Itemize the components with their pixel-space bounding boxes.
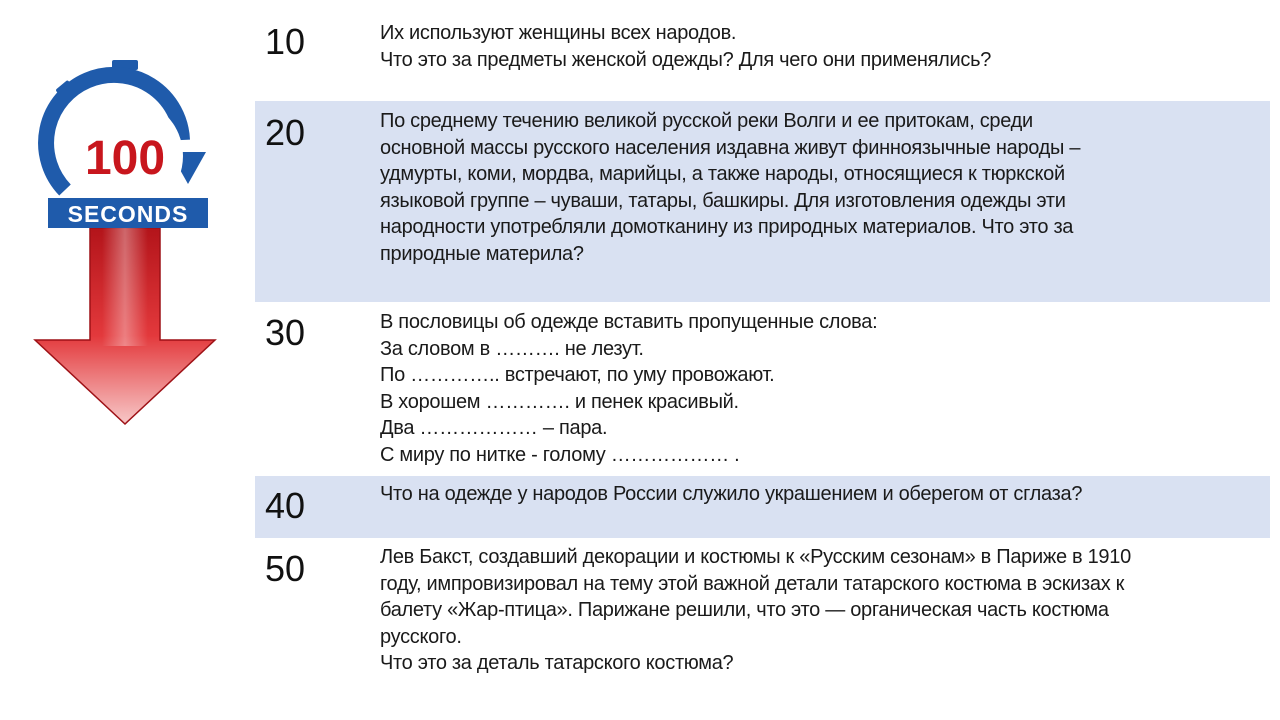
question-line: Что это за предметы женской одежды? Для чего они применялись? — [380, 48, 992, 71]
question-line: Их используют женщины всех народов. — [380, 22, 737, 44]
question-line: году, импровизировал на тему этой важной детали татарского костюма в эскизах к — [380, 572, 1125, 595]
down-arrow-icon — [35, 228, 215, 424]
question-row-40 — [255, 476, 1270, 538]
points-value: 50 — [265, 548, 306, 589]
question-text — [380, 309, 1262, 468]
question-line: основной массы русского населения издавна живут финноязычные народы – — [380, 136, 1081, 159]
question-line: удмурты, коми, мордва, марийцы, а также народы, относящиеся к тюркской — [380, 163, 1065, 185]
question-line: Два ……………… – пара. — [380, 417, 608, 439]
question-text — [380, 481, 1262, 508]
question-line: По ………….. встречают, по уму провожают. — [380, 364, 775, 386]
question-line: народности употребляли домотканину из природных материалов. Что это за — [380, 216, 1074, 238]
question-line: За словом в ………. не лезут. — [380, 337, 644, 360]
question-line: Что на одежде у народов России служило украшением и оберегом от сглаза? — [380, 483, 1083, 505]
stopwatch-100-seconds-logo — [30, 56, 220, 431]
question-text — [380, 108, 1262, 267]
question-text — [380, 20, 1262, 73]
points-value: 40 — [265, 485, 306, 526]
question-row-50 — [255, 539, 1270, 689]
points-value: 30 — [265, 312, 306, 353]
logo-number: 100 — [84, 132, 166, 185]
question-text — [380, 544, 1262, 677]
question-line: языковой группе – чуваши, татары, башкиры. Для изготовления одежды эти — [380, 189, 1066, 212]
question-line: Лев Бакст, создавший декорации и костюмы к «Русским сезонам» в Париже в 1910 — [380, 546, 1131, 568]
question-row-30 — [255, 303, 1270, 475]
question-line: В пословицы об одежде вставить пропущенные слова: — [380, 311, 878, 333]
question-line: С миру по нитке - голому ……………… . — [380, 443, 740, 466]
question-row-10 — [255, 8, 1270, 100]
question-line: В хорошем …………. и пенек красивый. — [380, 390, 739, 413]
logo-caption: SECONDS — [67, 201, 189, 227]
question-line: русского. — [380, 625, 462, 648]
question-line: По среднему течению великой русской реки Волги и ее притокам, среди — [380, 110, 1033, 132]
question-line: балету «Жар-птица». Парижане решили, что это — органическая часть костюма — [380, 599, 1109, 621]
points-value: 20 — [265, 112, 306, 153]
question-row-20 — [255, 101, 1270, 302]
question-line: природные материла? — [380, 242, 584, 265]
question-line: Что это за деталь татарского костюма? — [380, 652, 734, 674]
points-value: 10 — [265, 21, 306, 62]
